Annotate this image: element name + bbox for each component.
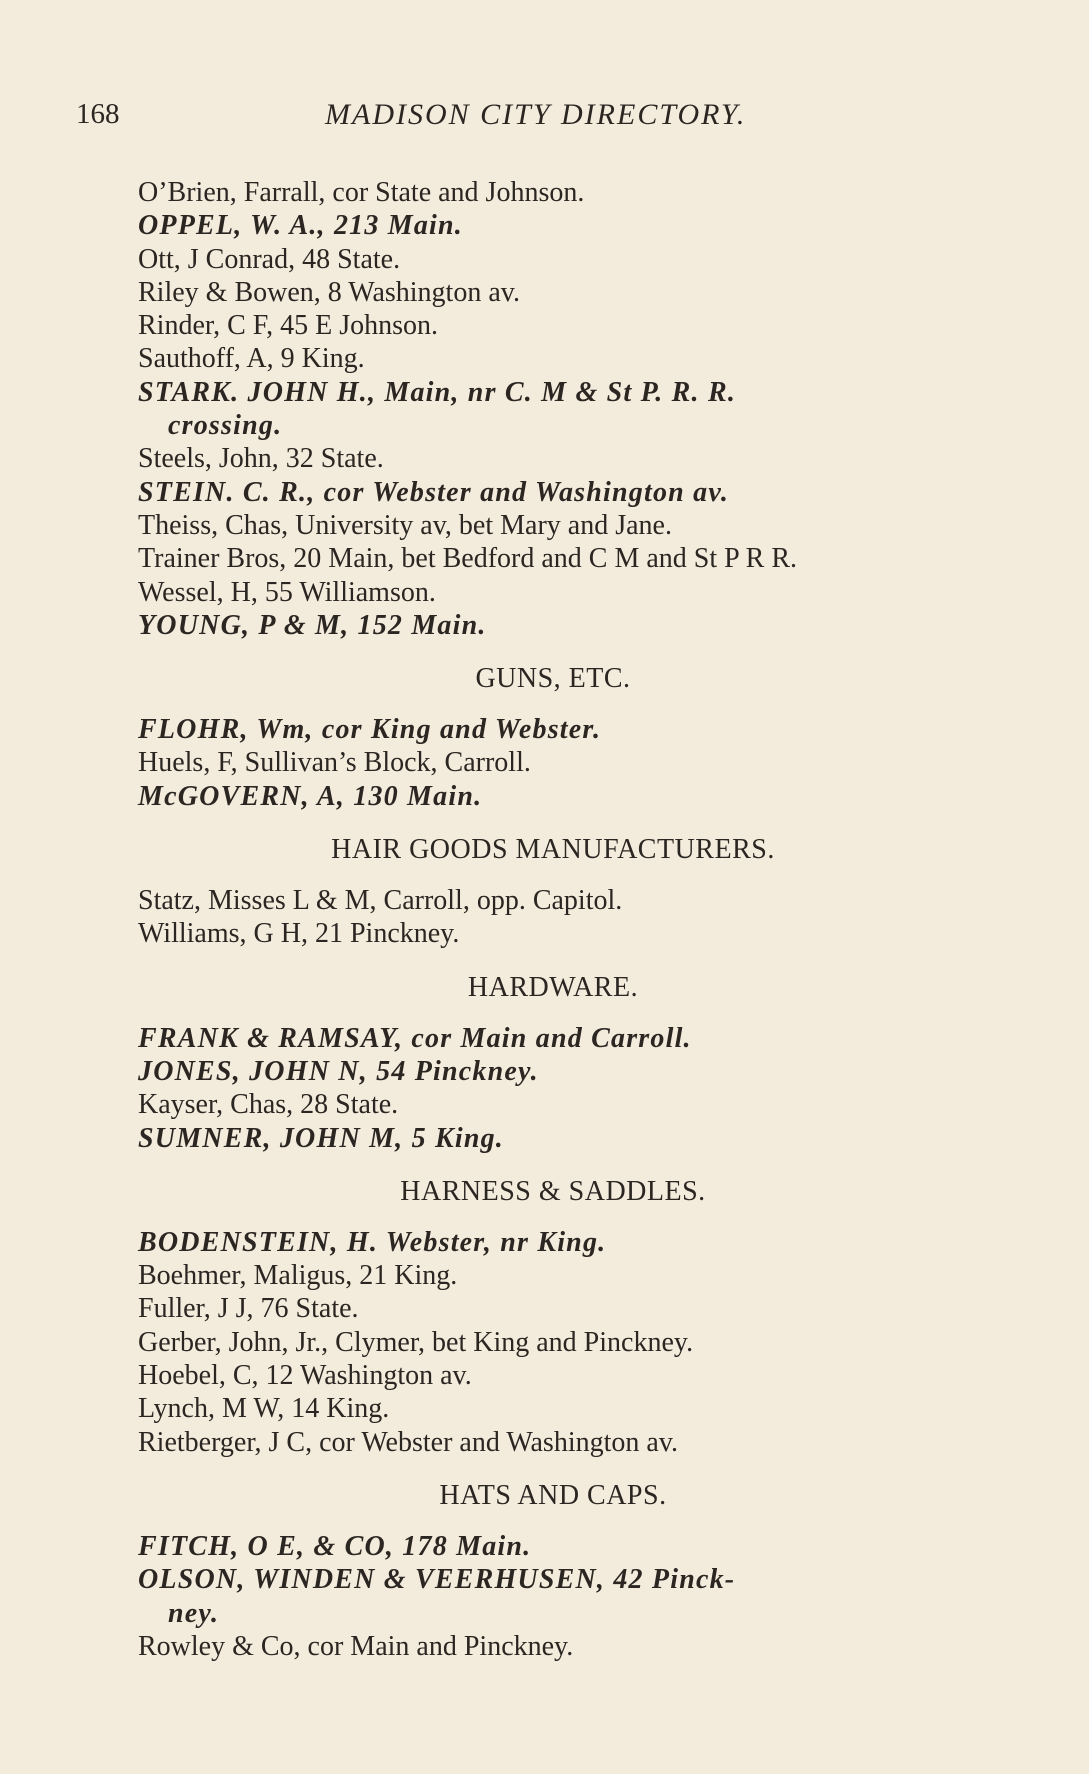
directory-entry: Rowley & Co, cor Main and Pinckney. — [138, 1630, 574, 1662]
directory-entry: Boehmer, Maligus, 21 King. — [138, 1260, 458, 1292]
directory-entry: Trainer Bros, 20 Main, bet Bedford and C M and St P R R. — [138, 543, 798, 575]
directory-entry: Steels, John, 32 State. — [138, 443, 384, 475]
section-heading: HAIR GOODS MANUFACTURERS. — [331, 834, 775, 866]
section-heading: GUNS, ETC. — [475, 663, 631, 695]
directory-entry: SUMNER, JOHN M, 5 King. — [138, 1122, 505, 1154]
directory-entry: McGOVERN, A, 130 Main. — [138, 780, 483, 812]
directory-entry: Huels, F, Sullivan’s Block, Carroll. — [138, 747, 531, 779]
directory-section — [138, 1175, 1028, 1459]
directory-section — [138, 1479, 1028, 1663]
directory-entry: BODENSTEIN, H. Webster, nr King. — [138, 1226, 607, 1258]
section-heading: HARNESS & SADDLES. — [400, 1175, 706, 1207]
section-heading: HARDWARE. — [467, 971, 639, 1003]
directory-entry: Rinder, C F, 45 E Johnson. — [138, 310, 438, 342]
directory-section — [138, 176, 1028, 642]
directory-entry: STARK. JOHN H., Main, nr C. M & St P. R. R. — [138, 376, 737, 408]
directory-section — [138, 833, 1028, 951]
directory-content — [138, 176, 1028, 1663]
running-title: MADISON CITY DIRECTORY. — [325, 98, 747, 131]
directory-entry: Williams, G H, 21 Pinckney. — [138, 918, 460, 950]
directory-entry: Lynch, M W, 14 King. — [138, 1393, 390, 1425]
directory-entry: YOUNG, P & M, 152 Main. — [138, 609, 487, 641]
directory-entry: Wessel, H, 55 Williamson. — [138, 576, 436, 608]
page-number: 168 — [76, 98, 120, 130]
directory-entry: FITCH, O E, & CO, 178 Main. — [138, 1530, 532, 1562]
directory-entry: ney. — [168, 1597, 220, 1629]
directory-entry: Rietberger, J C, cor Webster and Washington av. — [138, 1426, 678, 1458]
directory-entry: Riley & Bowen, 8 Washington av. — [138, 276, 520, 308]
directory-entry: Sauthoff, A, 9 King. — [138, 343, 365, 375]
directory-entry: OLSON, WINDEN & VEERHUSEN, 42 Pinck- — [138, 1564, 736, 1596]
directory-entry: OPPEL, W. A., 213 Main. — [138, 210, 464, 242]
directory-entry: crossing. — [168, 410, 283, 442]
directory-entry: FLOHR, Wm, cor King and Webster. — [138, 714, 602, 746]
directory-entry: Gerber, John, Jr., Clymer, bet King and Pinckney. — [138, 1326, 694, 1358]
directory-section — [138, 662, 1028, 813]
directory-entry: FRANK & RAMSAY, cor Main and Carroll. — [138, 1022, 692, 1054]
directory-entry: STEIN. C. R., cor Webster and Washington av. — [138, 476, 730, 508]
page-header — [0, 98, 1089, 138]
directory-entry: O’Brien, Farrall, cor State and Johnson. — [138, 177, 585, 208]
section-heading: HATS AND CAPS. — [439, 1479, 667, 1511]
directory-entry: Hoebel, C, 12 Washington av. — [138, 1360, 472, 1392]
directory-entry: Kayser, Chas, 28 State. — [138, 1089, 399, 1121]
directory-section — [138, 971, 1028, 1155]
directory-entry: Ott, J Conrad, 48 State. — [138, 243, 401, 275]
directory-entry: Fuller, J J, 76 State. — [138, 1293, 359, 1325]
directory-entry: Statz, Misses L & M, Carroll, opp. Capitol. — [138, 885, 623, 917]
directory-entry: Theiss, Chas, University av, bet Mary and Jane. — [138, 509, 672, 541]
directory-entry: JONES, JOHN N, 54 Pinckney. — [138, 1055, 539, 1087]
